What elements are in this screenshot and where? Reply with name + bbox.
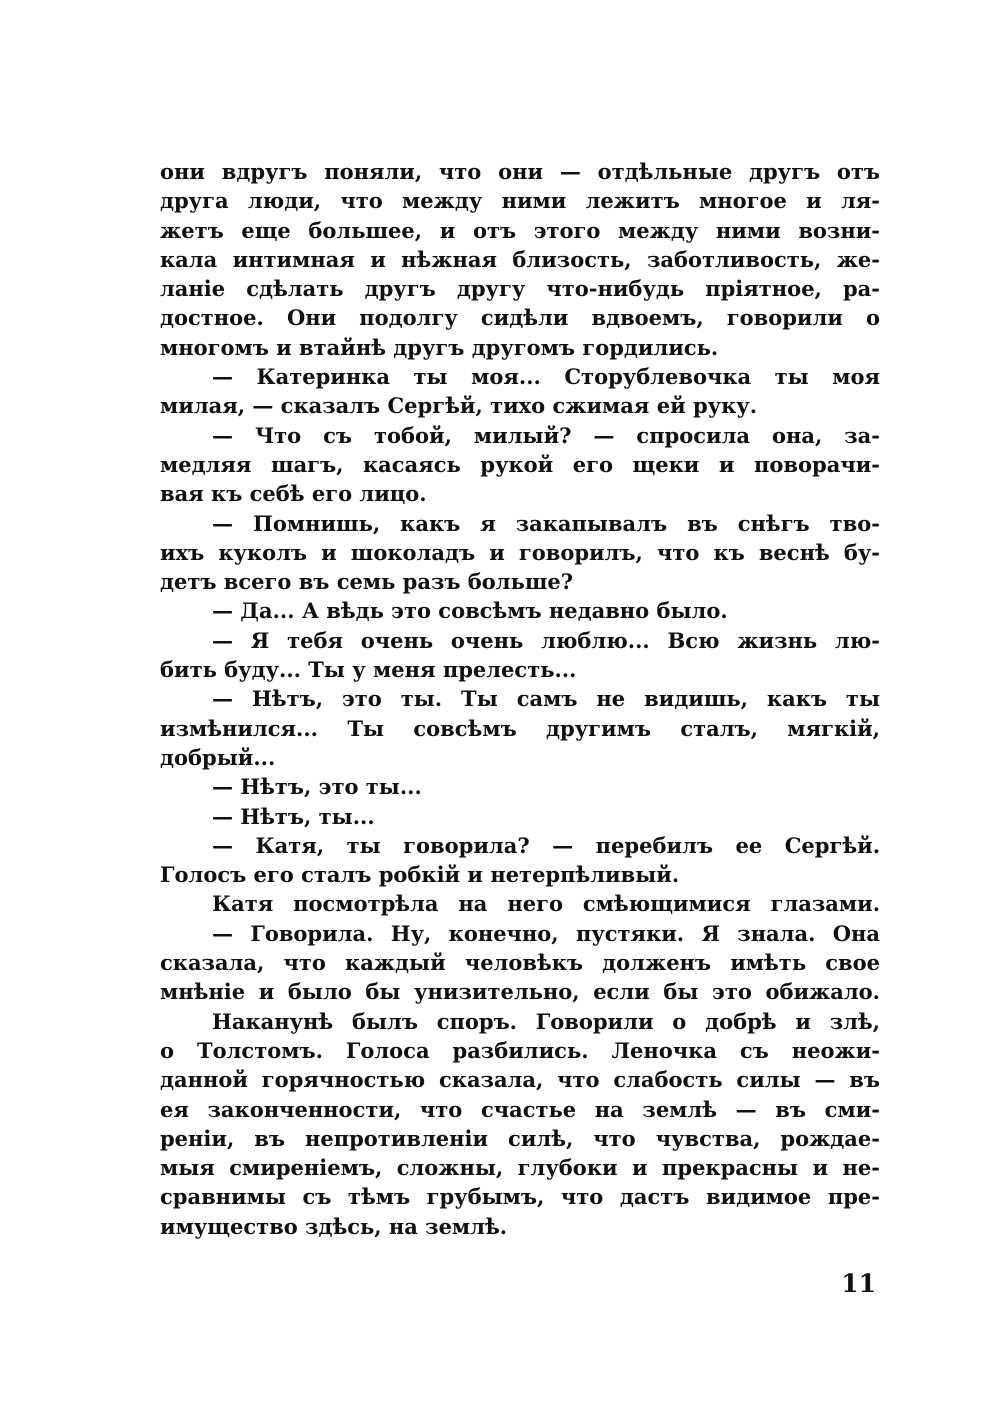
text-line: данной горячностью сказала, что слабость силы — въ bbox=[160, 1067, 880, 1093]
text-line: детъ всего въ семь разъ больше? bbox=[160, 569, 574, 595]
text-line: — Нѣтъ, ты... bbox=[212, 803, 375, 829]
text-line: вая къ себѣ его лицо. bbox=[160, 481, 427, 507]
page-number: 11 bbox=[841, 1269, 876, 1298]
text-line: имущество здѣсь, на землѣ. bbox=[160, 1213, 508, 1239]
text-line: ихъ куколъ и шоколадъ и говорилъ, что къ веснѣ бу- bbox=[160, 539, 880, 565]
text-line: Наканунѣ былъ споръ. Говорили о добрѣ и злѣ, bbox=[212, 1008, 880, 1034]
text-line: реніи, въ непротивленіи силѣ, что чувства, рождае- bbox=[160, 1125, 880, 1151]
text-line: — Я тебя очень очень люблю... Всю жизнь лю- bbox=[212, 627, 880, 653]
text-line: Катя посмотрѣла на него смѣющимися глазами. bbox=[212, 891, 880, 917]
text-line: — Нѣтъ, это ты. Ты самъ не видишь, какъ ты bbox=[212, 686, 880, 712]
text-line: милая, — сказалъ Сергѣй, тихо сжимая ей руку. bbox=[160, 393, 758, 419]
text-line: — Говорила. Ну, конечно, пустяки. Я знала. Она bbox=[212, 920, 880, 946]
text-line: ея законченности, что счастье на землѣ — въ сми- bbox=[160, 1096, 880, 1122]
text-line: ланіе сдѣлать другъ другу что-нибудь пріятное, ра- bbox=[160, 276, 880, 302]
text-line: — Что съ тобой, милый? — спросила она, за- bbox=[212, 422, 880, 448]
text-line: достное. Они подолгу сидѣли вдвоемъ, говорили о bbox=[160, 305, 880, 331]
text-line: сказала, что каждый человѣкъ долженъ имѣть свое bbox=[160, 950, 880, 976]
text-line: мнѣніе и было бы унизительно, если бы это обижало. bbox=[160, 979, 880, 1005]
text-line: — Катя, ты говорила? — перебилъ ее Сергѣй. bbox=[212, 832, 880, 858]
text-line: — Нѣтъ, это ты... bbox=[212, 774, 422, 800]
text-line: — Помнишь, какъ я закапывалъ въ снѣгъ тво- bbox=[212, 510, 880, 536]
text-line: Голосъ его сталъ робкій и нетерпѣливый. bbox=[160, 862, 680, 888]
text-line: — Катеринка ты моя... Сторублевочка ты моя bbox=[212, 364, 880, 390]
text-line: многомъ и втайнѣ другъ другомъ гордились. bbox=[160, 334, 719, 360]
text-line: добрый... bbox=[160, 744, 276, 770]
text-line: жетъ еще большее, и отъ этого между ними возни- bbox=[160, 217, 880, 243]
text-line: о Толстомъ. Голоса разбились. Леночка съ неожи- bbox=[160, 1037, 880, 1063]
text-line: они вдругъ поняли, что они — отдѣльные другъ отъ bbox=[160, 159, 880, 184]
text-line: — Да... А вѣдь это совсѣмъ недавно было. bbox=[212, 598, 728, 624]
text-line: друга люди, что между ними лежитъ многое и ля- bbox=[160, 188, 880, 214]
text-line: сравнимы съ тѣмъ грубымъ, что дастъ видимое пре- bbox=[160, 1184, 880, 1210]
text-line: медляя шагъ, касаясь рукой его щеки и поворачи- bbox=[160, 451, 880, 477]
body-text bbox=[160, 157, 880, 1241]
text-line: бить буду... Ты у меня прелесть... bbox=[160, 657, 577, 683]
text-line: мыя смиреніемъ, сложны, глубоки и прекрасны и не- bbox=[160, 1155, 880, 1181]
text-line: измѣнился... Ты совсѣмъ другимъ сталъ, мягкій, bbox=[160, 715, 880, 741]
text-line: кала интимная и нѣжная близость, заботливость, же- bbox=[160, 246, 880, 272]
